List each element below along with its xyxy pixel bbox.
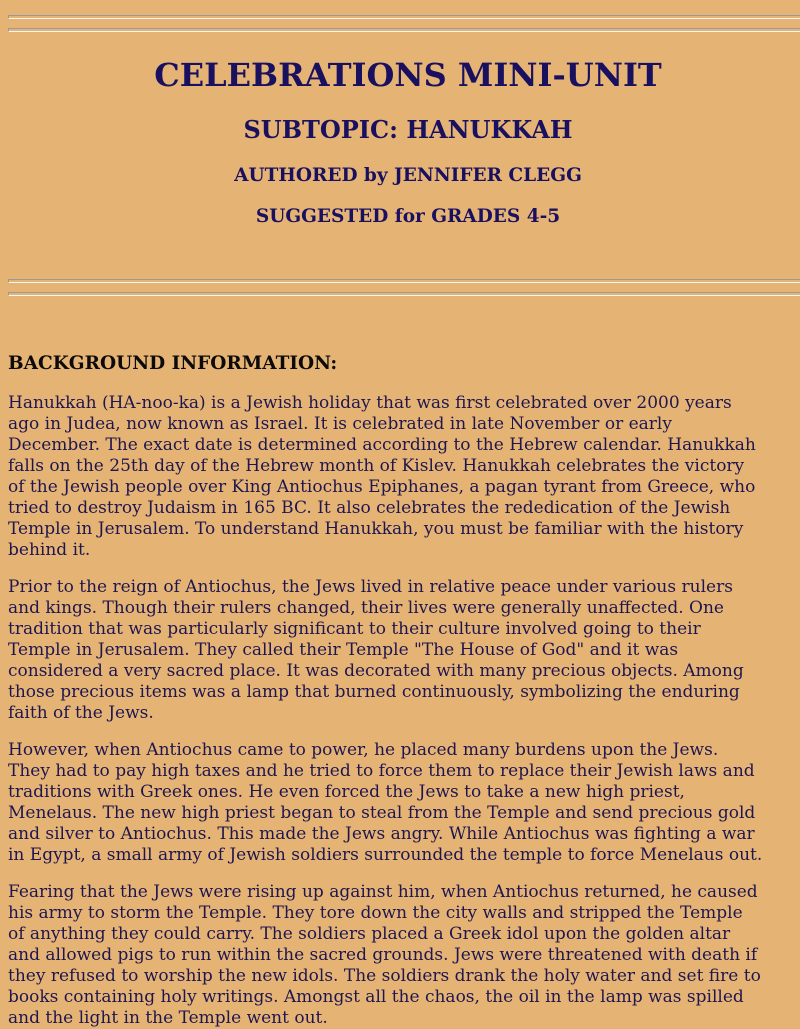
- text-line: of the Jewish people over King Antiochus Epiphanes, a pagan tyrant from Greece, who: [8, 477, 756, 497]
- text-line: December. The exact date is determined according to the Hebrew calendar. Hanukkah: [8, 435, 756, 455]
- text-line: considered a very sacred place. It was decorated with many precious objects. Among: [8, 661, 744, 681]
- text-line: ago in Judea, now known as Israel. It is celebrated in late November or early: [8, 414, 672, 434]
- text-line: tradition that was particularly significant to their culture involved going to their: [8, 619, 701, 639]
- text-line: traditions with Greek ones. He even forced the Jews to take a new high priest,: [8, 782, 685, 802]
- text-line: and kings. Though their rulers changed, their lives were generally unaffected. One: [8, 598, 724, 618]
- page-title: CELEBRATIONS MINI-UNIT: [154, 56, 662, 94]
- text-line: falls on the 25th day of the Hebrew month of Kislev. Hanukkah celebrates the victory: [8, 456, 745, 476]
- text-line: and silver to Antiochus. This made the Jews angry. While Antiochus was fighting a war: [8, 824, 755, 844]
- text-line: Prior to the reign of Antiochus, the Jews lived in relative peace under various rulers: [8, 577, 733, 597]
- text-line: his army to storm the Temple. They tore down the city walls and stripped the Temple: [8, 903, 743, 923]
- author-line: AUTHORED by JENNIFER CLEGG: [234, 165, 582, 186]
- paragraph-before-antiochus: [8, 577, 744, 724]
- text-line: However, when Antiochus came to power, he placed many burdens upon the Jews.: [8, 740, 719, 760]
- text-line: They had to pay high taxes and he tried to force them to replace their Jewish laws and: [8, 761, 755, 781]
- text-line: and allowed pigs to run within the sacred grounds. Jews were threatened with death if: [8, 945, 758, 965]
- grade-level-line: SUGGESTED for GRADES 4-5: [255, 206, 561, 227]
- text-line: those precious items was a lamp that burned continuously, symbolizing the enduring: [8, 682, 740, 702]
- subtopic-heading: SUBTOPIC: HANUKKAH: [243, 115, 573, 144]
- text-line: books containing holy writings. Amongst all the chaos, the oil in the lamp was spilled: [8, 987, 744, 1007]
- horizontal-rule-top-2: [8, 28, 800, 32]
- text-line: of anything they could carry. The soldiers placed a Greek idol upon the golden altar: [8, 924, 731, 944]
- paragraph-introduction: [8, 393, 756, 561]
- text-line: behind it.: [8, 540, 91, 560]
- text-line: Fearing that the Jews were rising up against him, when Antiochus returned, he caused: [8, 882, 758, 902]
- text-line: in Egypt, a small army of Jewish soldiers surrounded the temple to force Menelaus out.: [8, 845, 763, 865]
- text-line: Temple in Jerusalem. To understand Hanukkah, you must be familiar with the history: [8, 519, 744, 539]
- horizontal-rule-mid-2: [8, 292, 800, 296]
- paragraph-antiochus-rule: [8, 740, 762, 866]
- horizontal-rule-mid-1: [8, 279, 800, 283]
- text-line: they refused to worship the new idols. The soldiers drank the holy water and set fire to: [8, 966, 761, 986]
- text-line: and the light in the Temple went out.: [8, 1008, 328, 1028]
- paragraph-temple-desecration: [8, 882, 761, 1029]
- text-line: faith of the Jews.: [8, 703, 154, 723]
- text-line: Menelaus. The new high priest began to steal from the Temple and send precious gold: [8, 803, 756, 823]
- text-line: Hanukkah (HA-noo-ka) is a Jewish holiday that was first celebrated over 2000 years: [8, 393, 732, 413]
- horizontal-rule-top-1: [8, 15, 800, 19]
- text-line: tried to destroy Judaism in 165 BC. It also celebrates the rededication of the Jewish: [8, 498, 731, 518]
- section-heading-background-information: BACKGROUND INFORMATION:: [8, 353, 338, 374]
- text-line: Temple in Jerusalem. They called their Temple "The House of God" and it was: [8, 640, 679, 660]
